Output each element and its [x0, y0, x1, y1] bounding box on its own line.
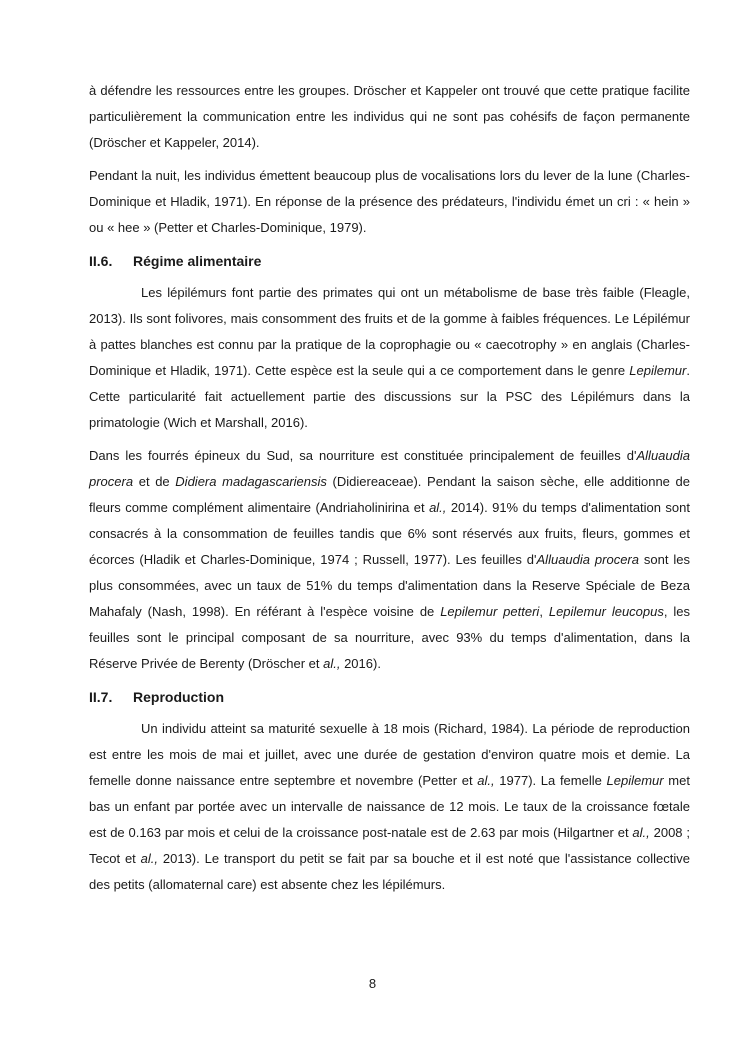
italic-term: al., [323, 656, 341, 671]
italic-term: al., [140, 851, 159, 866]
section-number: II.6. [89, 253, 113, 269]
italic-term: Alluaudia procera [89, 448, 690, 489]
paragraph-metabolism: Les lépilémurs font partie des primates qui ont un métabolisme de base très faible (Fleagle, 2013). Ils sont folivores, mais consomment des fruits et de la gomme à faibles fréquences. Le Lépilémur à pattes blanches est connu par la pratique de la coprophagie ou « caecotrophy » en anglais (Charles-Dominique et Hladik, 1971). Cette espèce est la seule qui a ce comportement dans le genre Lepilemur. Cette particularité fait actuellement partie des discussions sur la PSC des Lépilémurs dans la primatologie (Wich et Marshall, 2016). [89, 285, 690, 430]
section-title: Régime alimentaire [133, 253, 262, 269]
italic-term: al., [477, 773, 495, 788]
paragraph-food-sources: Dans les fourrés épineux du Sud, sa nourriture est constituée principalement de feuilles d'Alluaudia procera et de Didiera madagascariensis (Didiereaceae). Pendant la saison sèche, elle additionne de fleurs comme complément alimentaire (Andriaholinirina et al., 2014). 91% du temps d'alimentation sont consacrés à la consommation de feuilles tandis que 6% sont réservés aux fruits, fleurs, gommes et écorces (Hladik et Charles-Dominique, 1974 ; Russell, 1977). Les feuilles d'Alluaudia procera sont les plus consommées, avec un taux de 51% du temps d'alimentation dans la Reserve Spéciale de Beza Mahafaly (Nash, 1998). En référant à l'espèce voisine de Lepilemur petteri, Lepilemur leucopus, les feuilles sont le principal composant de sa nourriture, avec 93% du temps d'alimentation, dans la Réserve Privée de Berenty (Dröscher et al., 2016). [89, 448, 691, 671]
paragraph-vocalisations: Pendant la nuit, les individus émettent beaucoup plus de vocalisations lors du lever de la lune (Charles-Dominique et Hladik, 1971). En réponse de la présence des prédateurs, l'individu émet un cri : « hein » ou « hee » (Petter et Charles-Dominique, 1979). [89, 168, 690, 235]
italic-term: Didiera madagascariensis [175, 474, 327, 489]
italic-term: Lepilemur [629, 363, 687, 378]
document-page [89, 78, 690, 905]
section-number: II.7. [89, 689, 113, 705]
paragraph-reproduction: Un individu atteint sa maturité sexuelle à 18 mois (Richard, 1984). La période de reproduction est entre les mois de mai et juillet, avec une durée de gestation d'environ quatre mois et demie. La femelle donne naissance entre septembre et novembre (Petter et al., 1977). La femelle Lepilemur met bas un enfant par portée avec un intervalle de naissance de 12 mois. Le taux de la croissance fœtale est de 0.163 par mois et celui de la croissance post-natale est de 2.63 par mois (Hilgartner et al., 2008 ; Tecot et al., 2013). Le transport du petit se fait par sa bouche et il est noté que l'assistance collective des petits (allomaternal care) est absente chez les lépilémurs. [89, 721, 691, 892]
section-heading-reproduction [89, 684, 690, 710]
paragraph-resource-defense: à défendre les ressources entre les groupes. Dröscher et Kappeler ont trouvé que cette pratique facilite particulièrement la communication entre les individus qui ne sont pas cohésifs de façon permanente (Dröscher et Kappeler, 2014). [89, 83, 690, 150]
section-heading-diet [89, 248, 690, 274]
italic-term: Lepilemur [606, 773, 664, 788]
page-number: 8 [368, 976, 377, 991]
italic-term: Lepilemur petteri [440, 604, 540, 619]
italic-term: Alluaudia procera [536, 552, 639, 567]
section-title: Reproduction [133, 689, 224, 705]
italic-term: Lepilemur leucopus [548, 604, 664, 619]
italic-term: al., [632, 825, 650, 840]
italic-term: al., [429, 500, 447, 515]
